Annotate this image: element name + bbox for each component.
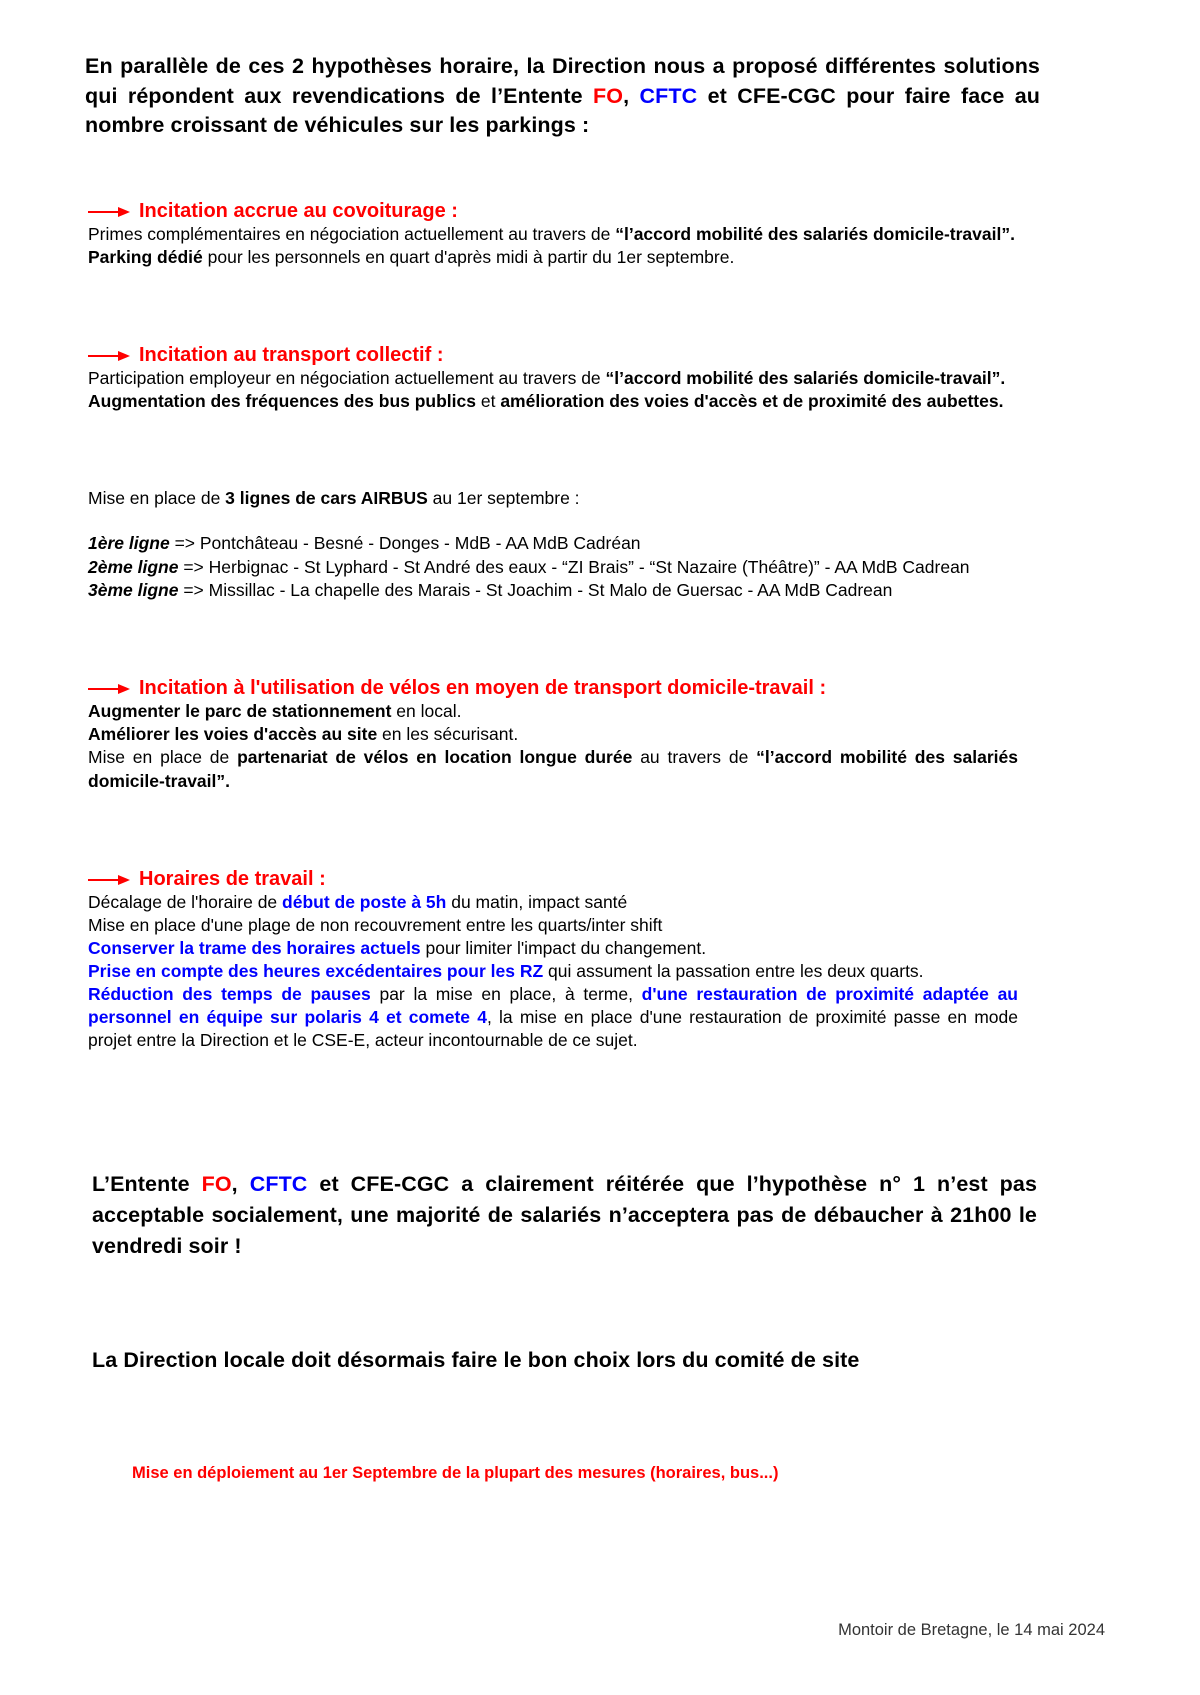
intro-comma: , [623, 83, 640, 108]
spacer [80, 141, 1105, 199]
line-segment: pour les personnels en quart d'après midi à partir du 1er septembre. [202, 247, 735, 268]
line-segment-bold: Augmenter le parc de stationnement [88, 701, 392, 722]
section-covoiturage [88, 199, 1018, 269]
line-segment: , la mise en place d'une restauration de proximité passe en mode projet entre la Direction et le CSE-E, acteur incontournable de ce sujet. [88, 1007, 1018, 1051]
line-segment: en les sécurisant. [377, 724, 519, 745]
arrow-right-icon [88, 204, 130, 220]
bus-intro-after: au 1er septembre : [427, 488, 580, 509]
union-label-cftc: CFTC [639, 83, 698, 108]
intro-text-part2: et CFE-CGC pour faire face au nombre croissant de véhicules sur les parkings : [85, 83, 1041, 138]
spacer [80, 1398, 1105, 1464]
section-heading-transport-collectif [88, 343, 1018, 367]
line-segment-blue: Réduction des temps de pauses [88, 983, 371, 1004]
bus-line-label: 1ère ligne [88, 533, 170, 554]
line-segment-blue: Conserver la trame des horaires actuels [88, 937, 421, 958]
section-velos [88, 676, 1018, 792]
bus-intro-bold: 3 lignes de cars AIRBUS [225, 488, 428, 509]
arrow-right-icon [88, 872, 130, 888]
bus-lines-block [88, 487, 1018, 602]
line-segment: pour limiter l'impact du changement. [420, 937, 707, 958]
spacer [80, 1284, 1105, 1324]
intro-text-part1: En parallèle de ces 2 hypothèses horaire, la Direction nous a proposé différentes solutions qui répondent aux revendications de l’Entente [85, 54, 1040, 108]
conclusion-after: et CFE-CGC a clairement réitérée que l’hypothèse n° 1 n’est pas acceptable socialement, une majorité de salariés n’acceptera pas de débaucher à 21h00 le vendredi soir ! [92, 1171, 1037, 1259]
section-title-text: Horaires de travail : [139, 867, 326, 890]
section-line [88, 983, 1018, 1052]
bus-line-route: => Missillac - La chapelle des Marais - St Joachim - St Malo de Guersac - AA MdB Cadrean [178, 579, 893, 600]
section-line [88, 746, 1018, 792]
document-signature: Montoir de Bretagne, le 14 mai 2024 [838, 1621, 1105, 1639]
conclusion-paragraph [92, 1169, 1037, 1263]
line-segment: en local. [391, 701, 462, 722]
section-title-text: Incitation à l'utilisation de vélos en moyen de transport domicile-travail : [139, 677, 827, 700]
arrow-right-icon [88, 681, 130, 697]
section-horaires-de-travail [88, 867, 1018, 1053]
line-segment-bold: amélioration des voies d'accès et de proximité des aubettes. [500, 391, 1004, 412]
bus-line-route: => Herbignac - St Lyphard - St André des eaux - “ZI Brais” - “St Nazaire (Théâtre)” - AA MdB Cadrean [178, 556, 970, 577]
line-segment: et [476, 391, 501, 412]
section-line [88, 367, 1018, 390]
bus-intro-line [88, 487, 1018, 510]
section-transport-collectif [88, 343, 1018, 413]
section-line [88, 223, 1018, 246]
section-line [88, 723, 1018, 746]
line-segment: Mise en place de [88, 747, 238, 768]
bus-line-label: 2ème ligne [88, 556, 179, 577]
conclusion-comma: , [231, 1171, 250, 1196]
bus-line-item [88, 532, 1018, 555]
section-line [88, 246, 1018, 269]
section-line [88, 914, 1018, 937]
line-segment-bold: Parking dédié [88, 247, 203, 268]
line-segment-bold: Améliorer les voies d'accès au site [88, 724, 378, 745]
deployment-note: Mise en déploiement au 1er Septembre de la plupart des mesures (horaires, bus...) [132, 1463, 779, 1482]
section-line [88, 891, 1018, 914]
bus-line-item [88, 556, 1018, 579]
conclusion-second-paragraph: La Direction locale doit désormais faire le bon choix lors du comité de site [92, 1348, 860, 1373]
intro-paragraph [85, 52, 1040, 141]
bus-line-route: => Pontchâteau - Besné - Donges - MdB - AA MdB Cadréan [169, 533, 641, 554]
section-line [88, 960, 1018, 983]
spacer [80, 269, 1105, 343]
section-heading-covoiturage [88, 199, 1018, 223]
line-segment: Décalage de l'horaire de [88, 891, 283, 912]
section-heading-velos [88, 676, 1018, 700]
section-title-text: Incitation accrue au covoiturage : [139, 199, 458, 222]
line-segment-bold: “l’accord mobilité des salariés domicile-travail”. [88, 747, 1018, 791]
line-segment: du matin, impact santé [446, 891, 628, 912]
union-label-cftc: CFTC [249, 1171, 308, 1196]
section-line [88, 937, 1018, 960]
spacer [80, 793, 1105, 867]
conclusion-before: L’Entente [92, 1171, 202, 1196]
section-title-text: Incitation au transport collectif : [139, 344, 444, 367]
line-segment: Mise en place d'une plage de non recouvrement entre les quarts/inter shift [88, 914, 663, 935]
section-heading-horaires [88, 867, 1018, 891]
line-segment-bold: “l’accord mobilité des salariés domicile-travail”. [605, 368, 1006, 389]
bus-line-label: 3ème ligne [88, 579, 179, 600]
line-segment: par la mise en place, à terme, [370, 983, 642, 1004]
spacer [80, 413, 1105, 487]
section-line [88, 390, 1018, 413]
line-segment: qui assument la passation entre les deux quarts. [543, 960, 924, 981]
line-segment-blue: d'une restauration de proximité adaptée au personnel en équipe sur polaris 4 et comete 4 [88, 983, 1018, 1028]
line-segment: au travers de [632, 747, 757, 768]
line-segment-bold: Augmentation des fréquences des bus publics [88, 391, 476, 412]
spacer [80, 1052, 1105, 1147]
line-segment-blue: Prise en compte des heures excédentaires pour les RZ [88, 960, 544, 981]
line-segment-bold: “l’accord mobilité des salariés domicile-travail”. [615, 223, 1015, 244]
union-label-fo: FO [593, 83, 624, 108]
spacer [80, 602, 1105, 676]
line-segment: Participation employeur en négociation actuellement au travers de [88, 368, 606, 389]
bus-line-item [88, 579, 1018, 602]
section-line [88, 700, 1018, 723]
line-segment-blue: début de poste à 5h [282, 891, 447, 912]
bus-intro-before: Mise en place de [88, 488, 226, 509]
arrow-right-icon [88, 348, 130, 364]
line-segment-bold: partenariat de vélos en location longue durée [237, 747, 633, 768]
spacer [88, 510, 1018, 532]
line-segment: Primes complémentaires en négociation actuellement au travers de [88, 223, 616, 244]
union-label-fo: FO [201, 1171, 232, 1196]
